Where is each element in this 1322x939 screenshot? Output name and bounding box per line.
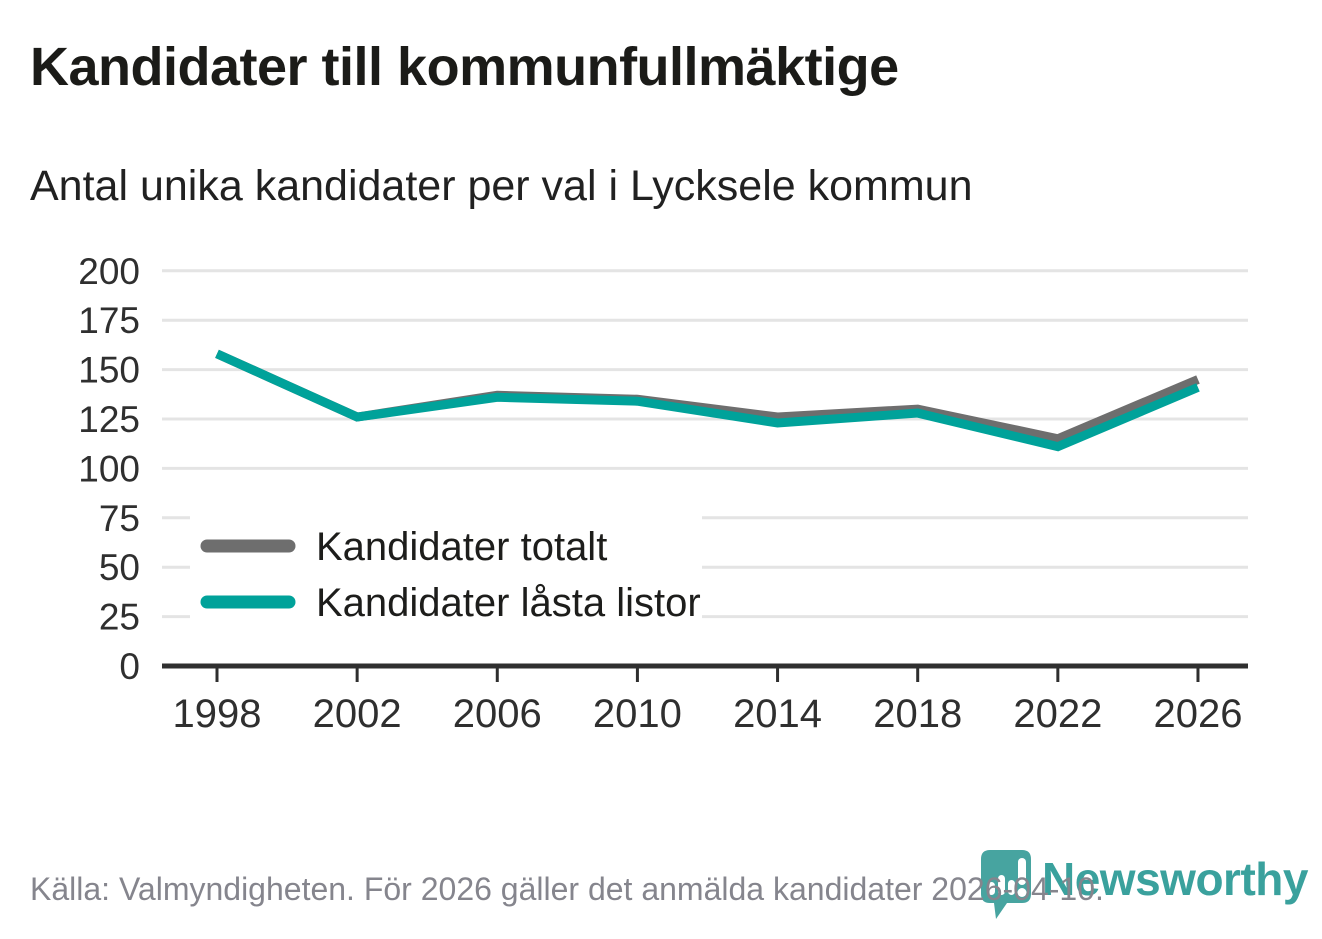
x-axis-label: 2006 — [452, 692, 542, 736]
y-axis-label: 150 — [78, 349, 140, 391]
y-axis-label: 125 — [78, 399, 140, 440]
x-axis-label: 2002 — [312, 692, 402, 736]
chart-subtitle: Antal unika kandidater per val i Lycksele kommun — [30, 162, 973, 210]
y-axis-label: 200 — [78, 250, 140, 292]
x-axis-label: 1998 — [172, 692, 262, 736]
y-axis-label: 100 — [78, 448, 140, 490]
x-axis-label: 2014 — [733, 692, 823, 736]
newsworthy-wordmark: Newsworthy — [1042, 853, 1308, 905]
y-axis-label: 50 — [98, 547, 140, 589]
y-axis-label: 25 — [98, 596, 140, 638]
x-axis-label: 2022 — [1013, 692, 1103, 736]
chart-title: Kandidater till kommunfullmäktige — [30, 37, 899, 97]
y-axis-label: 0 — [119, 646, 140, 687]
source-note: Källa: Valmyndigheten. För 2026 gäller det anmälda kandidater 2026-04-10. — [30, 871, 1104, 907]
y-axis-label: 75 — [98, 497, 140, 539]
y-axis-label: 175 — [78, 300, 140, 342]
series-line-0 — [217, 354, 1198, 439]
x-axis-label: 2018 — [873, 692, 963, 736]
x-axis-label: 2010 — [592, 692, 682, 736]
legend-label: Kandidater låsta listor — [316, 581, 701, 625]
x-axis-label: 2026 — [1153, 692, 1243, 736]
legend-label: Kandidater totalt — [316, 525, 608, 569]
